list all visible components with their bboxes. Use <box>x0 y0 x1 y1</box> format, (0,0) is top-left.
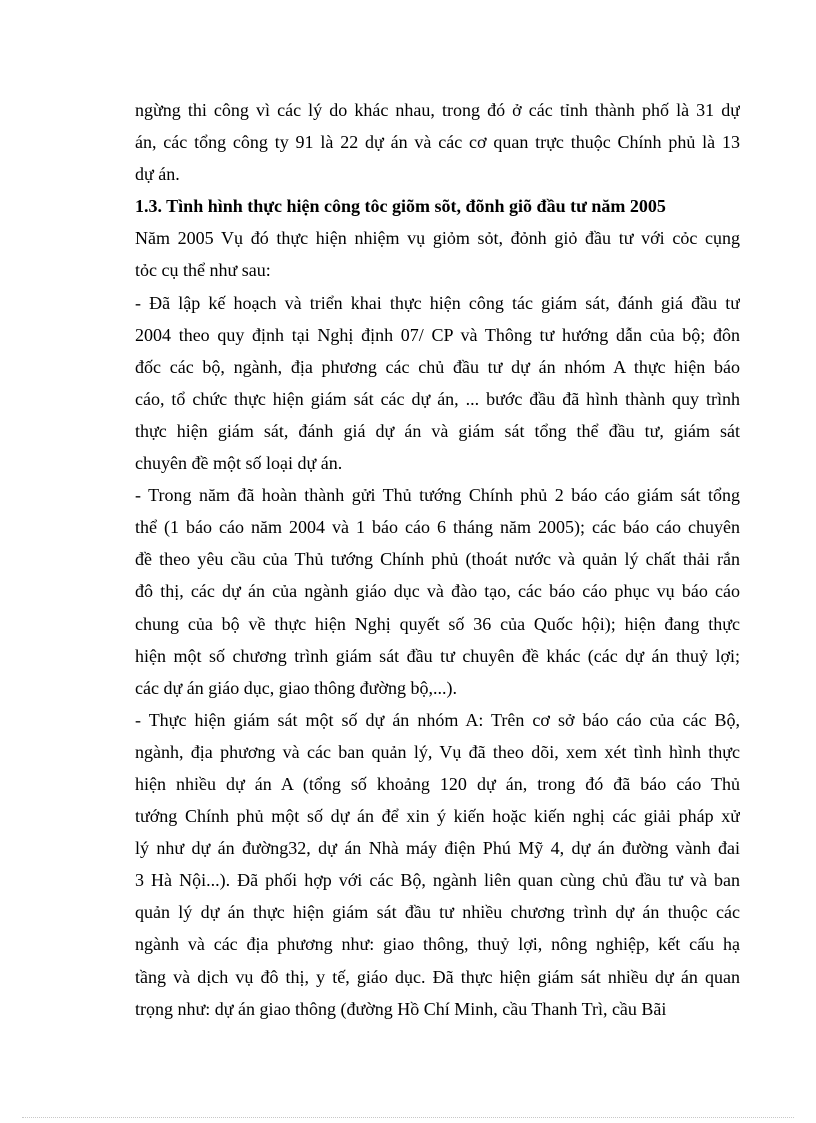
text-line: 3 Hà Nội...). Đã phối hợp với các Bộ, ngành liên quan cùng chủ đầu tư và ban <box>135 870 740 891</box>
text-line: án, các tổng công ty 91 là 22 dự án và các cơ quan trực thuộc Chính phủ là 13 <box>135 132 740 153</box>
text-line: ngừng thi công vì các lý do khác nhau, trong đó ở các tỉnh thành phố là 31 dự <box>135 100 740 120</box>
text-line: đô thị, các dự án của ngành giáo dục và đào tạo, các báo cáo phục vụ báo cáo <box>135 581 740 602</box>
text-line: - Đã lập kế hoạch và triển khai thực hiện công tác giám sát, đánh giá đầu tư <box>135 292 740 313</box>
document-body <box>135 94 740 1025</box>
text-line: quản lý dự án thực hiện giám sát đầu tư nhiều chương trình dự án thuộc các <box>135 902 740 923</box>
text-line: tỏc cụ thể như sau: <box>135 260 271 281</box>
text-line: Năm 2005 Vụ đó thực hiện nhiệm vụ giỏm sỏt, đỏnh giỏ đầu tư với cỏc cụng <box>135 228 740 249</box>
text-line: ngành, địa phương và các ban quản lý, Vụ đã theo dõi, xem xét tình hình thực <box>135 741 740 762</box>
text-line: 2004 theo quy định tại Nghị định 07/ CP và Thông tư hướng dẫn của bộ; đôn <box>135 324 740 345</box>
text-line: chuyên đề một số loại dự án. <box>135 453 343 474</box>
text-line: lý như dự án đường32, dự án Nhà máy điện Phú Mỹ 4, dự án đường vành đai <box>135 838 740 859</box>
text-line: thực hiện giám sát, đánh giá dự án và giám sát tổng thể đầu tư, giám sát <box>135 420 740 441</box>
text-line: cáo, tổ chức thực hiện giám sát các dự án, ... bước đầu đã hình thành quy trình <box>135 388 740 409</box>
text-line: trọng như: dự án giao thông (đường Hồ Chí Minh, cầu Thanh Trì, cầu Bãi <box>135 998 667 1019</box>
text-line: tầng và dịch vụ đô thị, y tế, giáo dục. Đã thực hiện giám sát nhiều dự án quan <box>135 966 740 987</box>
section-heading: 1.3. Tình hình thực hiện công tôc giõm sõt, đõnh giõ đầu tư năm 2005 <box>135 196 666 217</box>
text-line: đốc các bộ, ngành, địa phương các chủ đầu tư dự án nhóm A thực hiện báo <box>135 356 740 377</box>
text-line: chung của bộ về thực hiện Nghị quyết số 36 của Quốc hội); hiện đang thực <box>135 613 740 634</box>
text-line: các dự án giáo dục, giao thông đường bộ,...). <box>135 677 457 698</box>
text-line: - Thực hiện giám sát một số dự án nhóm A: Trên cơ sở báo cáo của các Bộ, <box>135 709 740 730</box>
text-line: hiện nhiều dự án A (tổng số khoảng 120 dự án, trong đó đã báo cáo Thủ <box>135 773 740 794</box>
text-line: thể (1 báo cáo năm 2004 và 1 báo cáo 6 tháng năm 2005); các báo cáo chuyên <box>135 517 740 538</box>
text-line: - Trong năm đã hoàn thành gửi Thủ tướng Chính phủ 2 báo cáo giám sát tổng <box>135 485 740 506</box>
text-line: tướng Chính phủ một số dự án để xin ý kiến hoặc kiến nghị các giải pháp xử <box>135 806 740 827</box>
text-line: hiện một số chương trình giám sát đầu tư chuyên đề khác (các dự án thuỷ lợi; <box>135 645 740 666</box>
page-bottom-divider <box>22 1117 794 1118</box>
text-line: dự án. <box>135 164 180 185</box>
text-line: ngành và các địa phương như: giao thông, thuỷ lợi, nông nghiệp, kết cấu hạ <box>135 934 740 955</box>
text-line: đề theo yêu cầu của Thủ tướng Chính phủ (thoát nước và quản lý chất thải rắn <box>135 549 740 570</box>
